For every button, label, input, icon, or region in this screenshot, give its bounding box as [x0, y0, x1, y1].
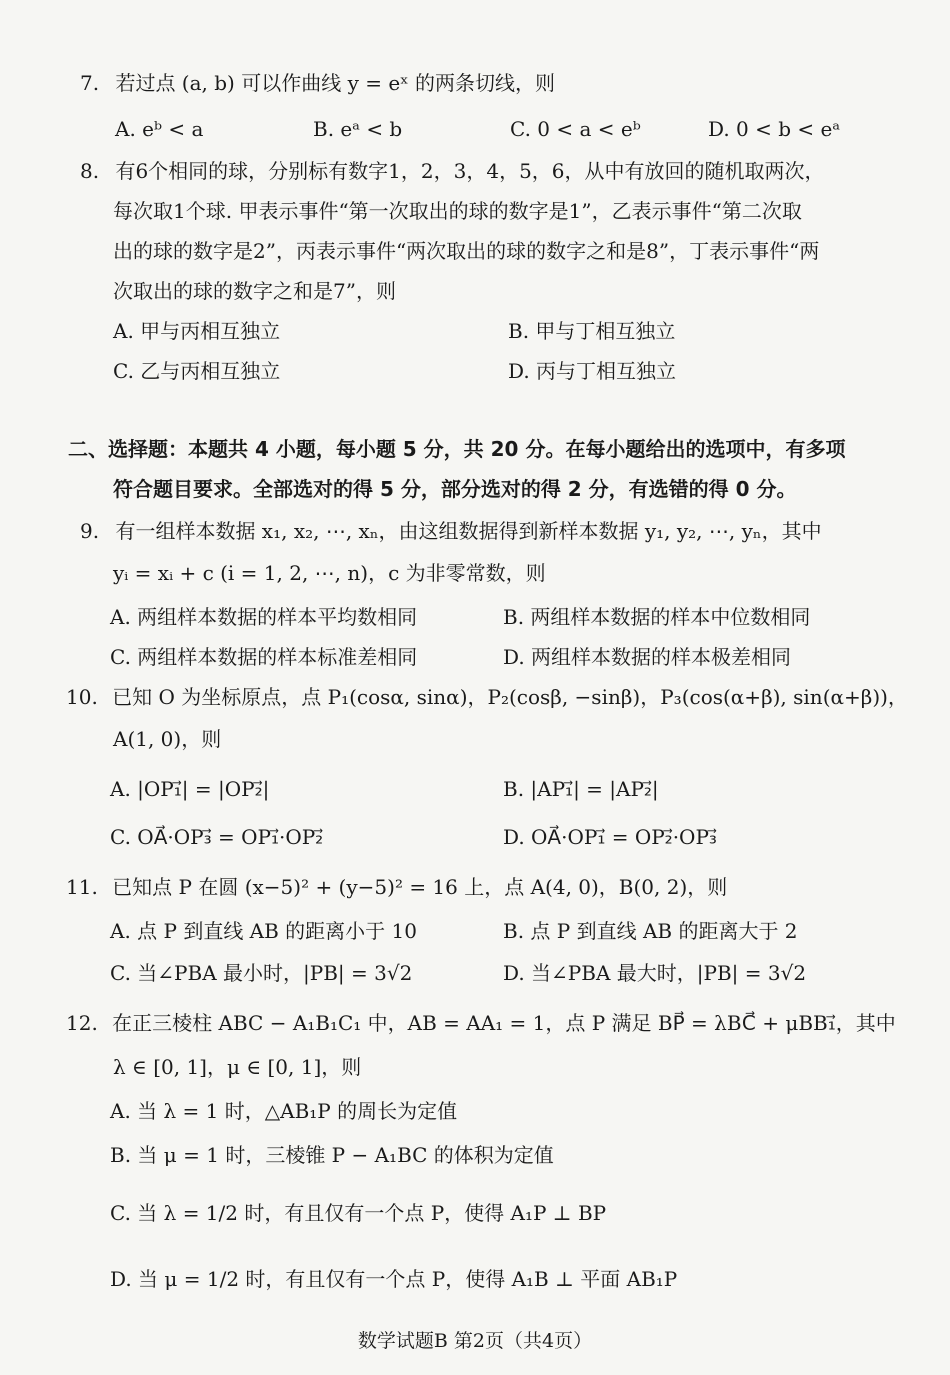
- question-number: 10.: [66, 685, 98, 709]
- option-a: A. 点 P 到直线 AB 的距离小于 10: [110, 919, 417, 943]
- question-text-line: 每次取1个球. 甲表示事件“第一次取出的球的数字是1”，乙表示事件“第二次取: [113, 199, 802, 223]
- question-8: [80, 158, 825, 184]
- option-b: B. eᵃ < b: [313, 117, 403, 141]
- question-text-line: yᵢ = xᵢ + c (i = 1, 2, ⋯, n)，c 为非零常数，则: [113, 561, 546, 585]
- question-text-line: 有一组样本数据 x₁, x₂, ⋯, xₙ，由这组数据得到新样本数据 y₁, y₂, ⋯, yₙ，其中: [115, 519, 822, 543]
- option-a: A. eᵇ < a: [115, 117, 204, 141]
- option-b: B. 两组样本数据的样本中位数相同: [503, 605, 811, 629]
- option-b: B. 甲与丁相互独立: [508, 319, 676, 343]
- question-7: [80, 70, 555, 96]
- option-c: C. 0 < a < eᵇ: [510, 117, 641, 141]
- question-text-line: λ ∈ [0, 1]，μ ∈ [0, 1]，则: [113, 1055, 362, 1079]
- option-d: D. 0 < b < eᵃ: [708, 117, 841, 141]
- option-d: D. OA⃗·OP₁⃗ = OP₂⃗·OP₃⃗: [503, 825, 717, 849]
- section-heading: 二、选择题：本题共 4 小题，每小题 5 分，共 20 分。在每小题给出的选项中，有多项: [68, 437, 846, 461]
- option-c: C. OA⃗·OP₃⃗ = OP₁⃗·OP₂⃗: [110, 825, 324, 849]
- question-text-line: 已知 O 为坐标原点，点 P₁(cosα, sinα)，P₂(cosβ, −sinβ)，P₃(cos(α+β), sin(α+β))，: [112, 685, 908, 709]
- question-number: 8.: [80, 159, 100, 183]
- question-text: 已知点 P 在圆 (x−5)² + (y−5)² = 16 上，点 A(4, 0)，B(0, 2)，则: [112, 875, 728, 899]
- option-a: A. 两组样本数据的样本平均数相同: [110, 605, 418, 629]
- question-text-line: 有6个相同的球，分别标有数字1，2，3，4，5，6，从中有放回的随机取两次，: [115, 159, 825, 183]
- question-number: 9.: [80, 519, 100, 543]
- option-b: B. 当 μ = 1 时，三棱锥 P − A₁BC 的体积为定值: [110, 1143, 554, 1167]
- section-heading-line-2: 符合题目要求。全部选对的得 5 分，部分选对的得 2 分，有选错的得 0 分。: [113, 477, 797, 501]
- option-d: D. 当 μ = 1/2 时，有且仅有一个点 P，使得 A₁B ⊥ 平面 AB₁P: [110, 1267, 678, 1291]
- option-c: C. 两组样本数据的样本标准差相同: [110, 645, 418, 669]
- option-b: B. 点 P 到直线 AB 的距离大于 2: [503, 919, 798, 943]
- option-c: C. 乙与丙相互独立: [113, 359, 281, 383]
- question-text-line: 出的球的数字是2”，丙表示事件“两次取出的球的数字之和是8”，丁表示事件“两: [113, 239, 820, 263]
- option-d: D. 两组样本数据的样本极差相同: [503, 645, 792, 669]
- option-c: C. 当∠PBA 最小时，|PB| = 3√2: [110, 961, 413, 985]
- option-d: D. 当∠PBA 最大时，|PB| = 3√2: [503, 961, 807, 985]
- question-number: 11.: [66, 875, 98, 899]
- question-text: 若过点 (a, b) 可以作曲线 y = eˣ 的两条切线，则: [115, 71, 556, 95]
- question-number: 7.: [80, 71, 100, 95]
- question-number: 12.: [66, 1011, 98, 1035]
- question-9: [80, 518, 822, 544]
- option-a: A. 当 λ = 1 时，△AB₁P 的周长为定值: [110, 1099, 458, 1123]
- question-11: [66, 874, 727, 900]
- question-text-line: A(1, 0)，则: [113, 727, 222, 751]
- option-c: C. 当 λ = 1/2 时，有且仅有一个点 P，使得 A₁P ⊥ BP: [110, 1201, 607, 1225]
- page-footer: 数学试题B 第2页（共4页）: [357, 1330, 593, 1352]
- option-a: A. |OP₁⃗| = |OP₂⃗|: [110, 777, 270, 801]
- question-text-line: 在正三棱柱 ABC − A₁B₁C₁ 中，AB = AA₁ = 1，点 P 满足 BP⃗ = λBC⃗ + μBB₁⃗，其中: [112, 1011, 896, 1035]
- option-a: A. 甲与丙相互独立: [113, 319, 281, 343]
- option-b: B. |AP₁⃗| = |AP₂⃗|: [503, 777, 659, 801]
- option-d: D. 丙与丁相互独立: [508, 359, 677, 383]
- question-10: [66, 684, 908, 710]
- question-12: [66, 1010, 896, 1036]
- question-text-line: 次取出的球的数字之和是7”，则: [113, 279, 396, 303]
